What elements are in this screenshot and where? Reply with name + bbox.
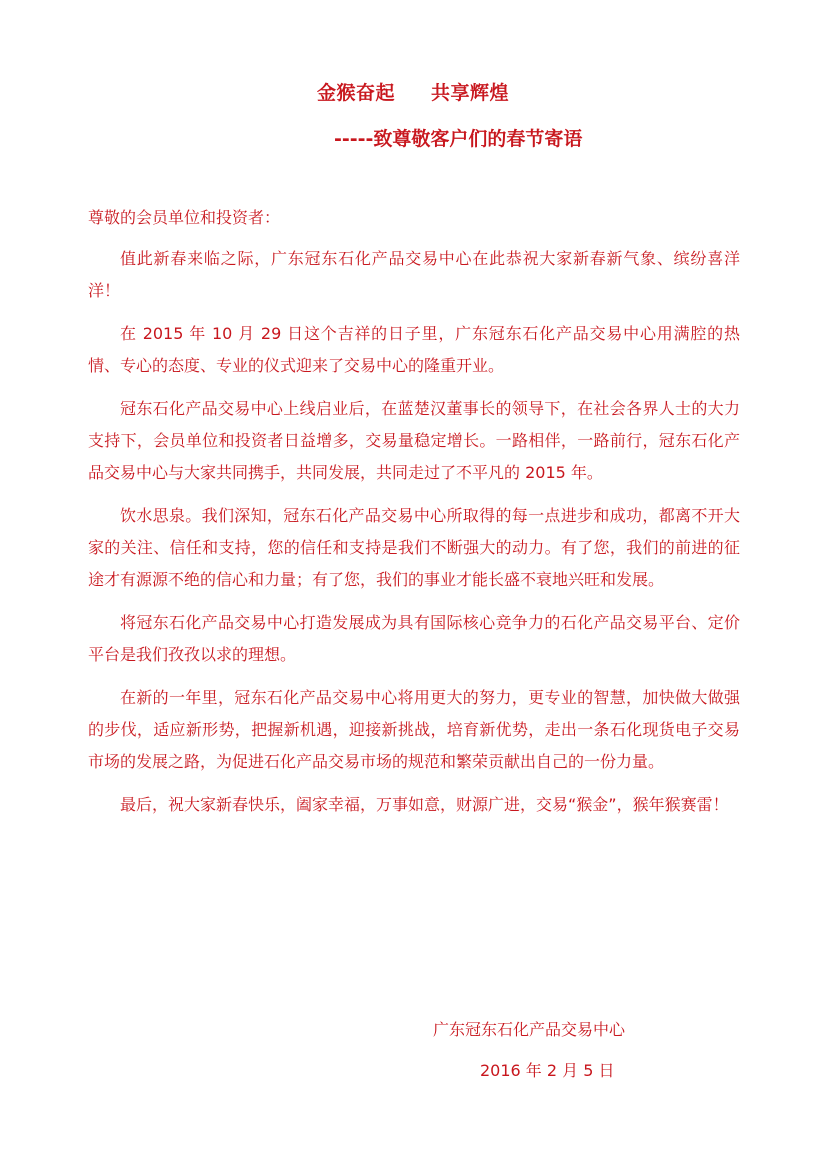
letter-date: 2016 年 2 月 5 日 [480, 1061, 615, 1080]
signature: 广东冠东石化产品交易中心 [433, 1020, 626, 1039]
salutation: 尊敬的会员单位和投资者： [88, 208, 281, 227]
paragraph-vision: 将冠东石化产品交易中心打造发展成为具有国际核心竞争力的石化产品交易平台、定价平台是我们孜孜以求的理想。 [88, 613, 740, 664]
title-part-1: 金猴奋起 [316, 82, 395, 104]
paragraph-growth: 冠东石化产品交易中心上线启业后，在蓝楚汉董事长的领导下，在社会各界人士的大力支持下，会员单位和投资者日益增多，交易量稳定增长。一路相伴，一路前行，冠东石化产品交易中心与大家共同携手，共同发展，共同走过了不平凡的 2015 年。 [88, 399, 740, 482]
letter-subtitle: -----致尊敬客户们的春节寄语 [334, 128, 583, 150]
paragraph-gratitude: 饮水思泉。我们深知，冠东石化产品交易中心所取得的每一点进步和成功，都离不开大家的关注、信任和支持，您的信任和支持是我们不断强大的动力。有了您，我们的前进的征途才有源源不绝的信心和力量；有了您，我们的事业才能长盛不衰地兴旺和发展。 [88, 506, 740, 589]
paragraph-new-year: 在新的一年里，冠东石化产品交易中心将用更大的努力，更专业的智慧，加快做大做强的步伐，适应新形势，把握新机遇，迎接新挑战，培育新优势，走出一条石化现货电子交易市场的发展之路，为促进石化产品交易市场的规范和繁荣贡献出自己的一份力量。 [88, 688, 740, 771]
paragraph-closing: 最后，祝大家新春快乐，阖家幸福，万事如意，财源广进，交易“猴金”，猴年猴赛雷！ [120, 795, 729, 814]
paragraph-greeting: 值此新春来临之际，广东冠东石化产品交易中心在此恭祝大家新春新气象、缤纷喜洋洋！ [88, 249, 740, 300]
title-part-2: 共享辉煌 [431, 82, 510, 104]
paragraph-opening: 在 2015 年 10 月 29 日这个吉祥的日子里，广东冠东石化产品交易中心用满腔的热情、专心的态度、专业的仪式迎来了交易中心的隆重开业。 [88, 324, 740, 375]
letter-body [88, 243, 740, 832]
letter-title [0, 78, 826, 105]
